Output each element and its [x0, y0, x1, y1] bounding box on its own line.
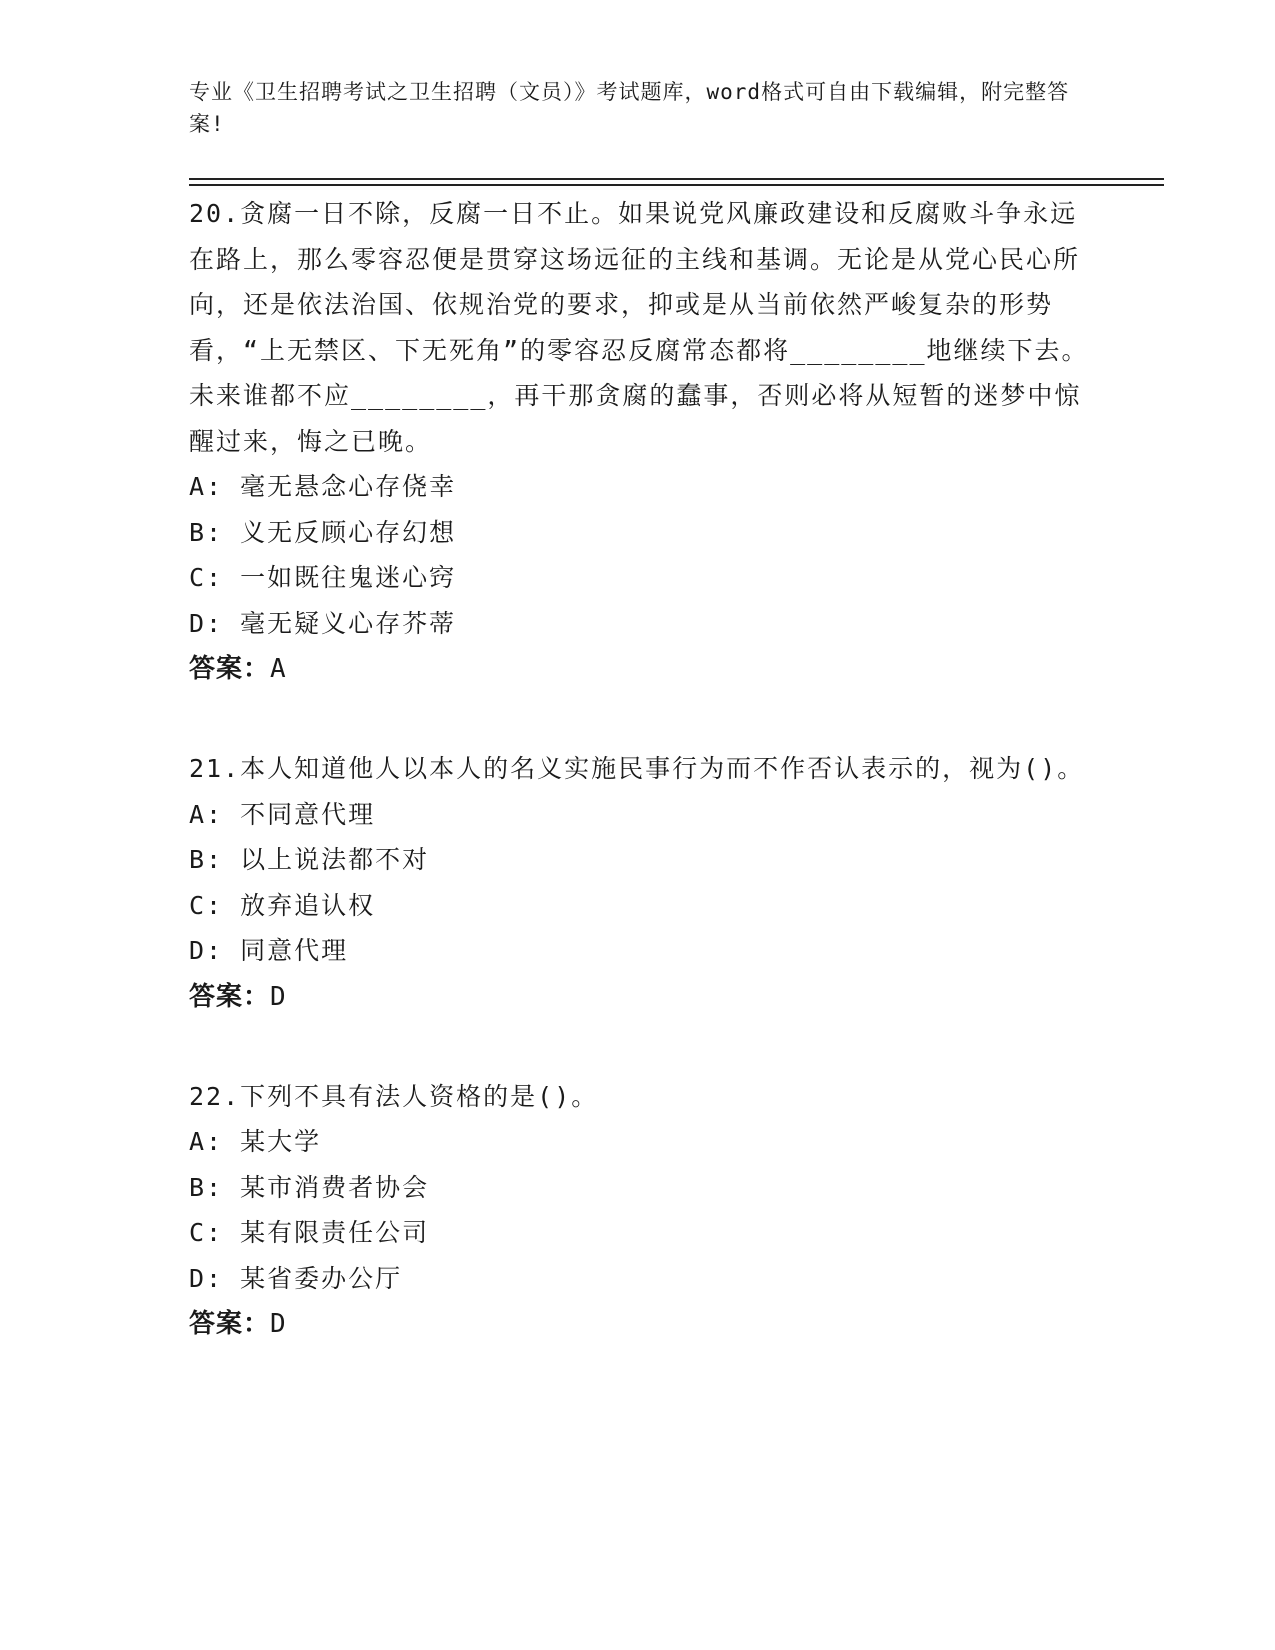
question-20: [189, 191, 1089, 692]
option-d: D: 某省委办公厅: [189, 1263, 403, 1293]
answer-value: D: [270, 1309, 287, 1339]
option-c: C: 放弃追认权: [189, 890, 376, 920]
option-c: C: 某有限责任公司: [189, 1218, 430, 1247]
answer-line: [189, 1301, 1089, 1347]
option-a: A: 某大学: [189, 1127, 322, 1156]
option-b: B: 义无反顾心存幻想: [189, 517, 457, 547]
answer-label: 答案：: [189, 654, 271, 684]
answer-label: 答案：: [189, 981, 271, 1012]
document-header: 专业《卫生招聘考试之卫生招聘（文员）》考试题库，word格式可自由下载编辑，附完整答案!: [189, 80, 1070, 136]
answer-line: [189, 646, 1089, 692]
answer-label: 答案：: [189, 1309, 271, 1339]
option-b: B: 某市消费者协会: [189, 1172, 430, 1202]
option-b: B: 以上说法都不对: [189, 845, 430, 874]
question-21: [189, 746, 1089, 1020]
option-a: A: 不同意代理: [189, 799, 376, 829]
header-divider-top: [189, 178, 1164, 180]
option-d: D: 同意代理: [189, 936, 349, 965]
header-divider-bottom: [189, 184, 1164, 186]
option-a: A: 毫无悬念心存侥幸: [189, 472, 457, 501]
question-22: [189, 1074, 1089, 1348]
question-list: [189, 191, 1089, 1401]
option-c: C: 一如既往鬼迷心窍: [189, 563, 457, 592]
answer-value: A: [270, 654, 287, 684]
answer-line: [189, 974, 1089, 1020]
question-text: 22.下列不具有法人资格的是()。: [189, 1081, 599, 1111]
option-d: D: 毫无疑义心存芥蒂: [189, 608, 457, 638]
question-text: 21.本人知道他人以本人的名义实施民事行为而不作否认表示的，视为()。: [189, 754, 1085, 783]
answer-value: D: [270, 981, 287, 1012]
question-text: 20.贪腐一日不除，反腐一日不止。如果说党风廉政建设和反腐败斗争永远在路上，那么零容忍便是贯穿这场远征的主线和基调。无论是从党心民心所向，还是依法治国、依规治党的要求，抑或是从当前依然严峻复杂的形势看，“上无禁区、下无死角”的零容忍反腐常态都将________地继续下去。未来谁都不应________，再干那贪腐的蠢事，否则必将从短暂的迷梦中惊醒过来，悔之已晚。: [189, 199, 1089, 456]
